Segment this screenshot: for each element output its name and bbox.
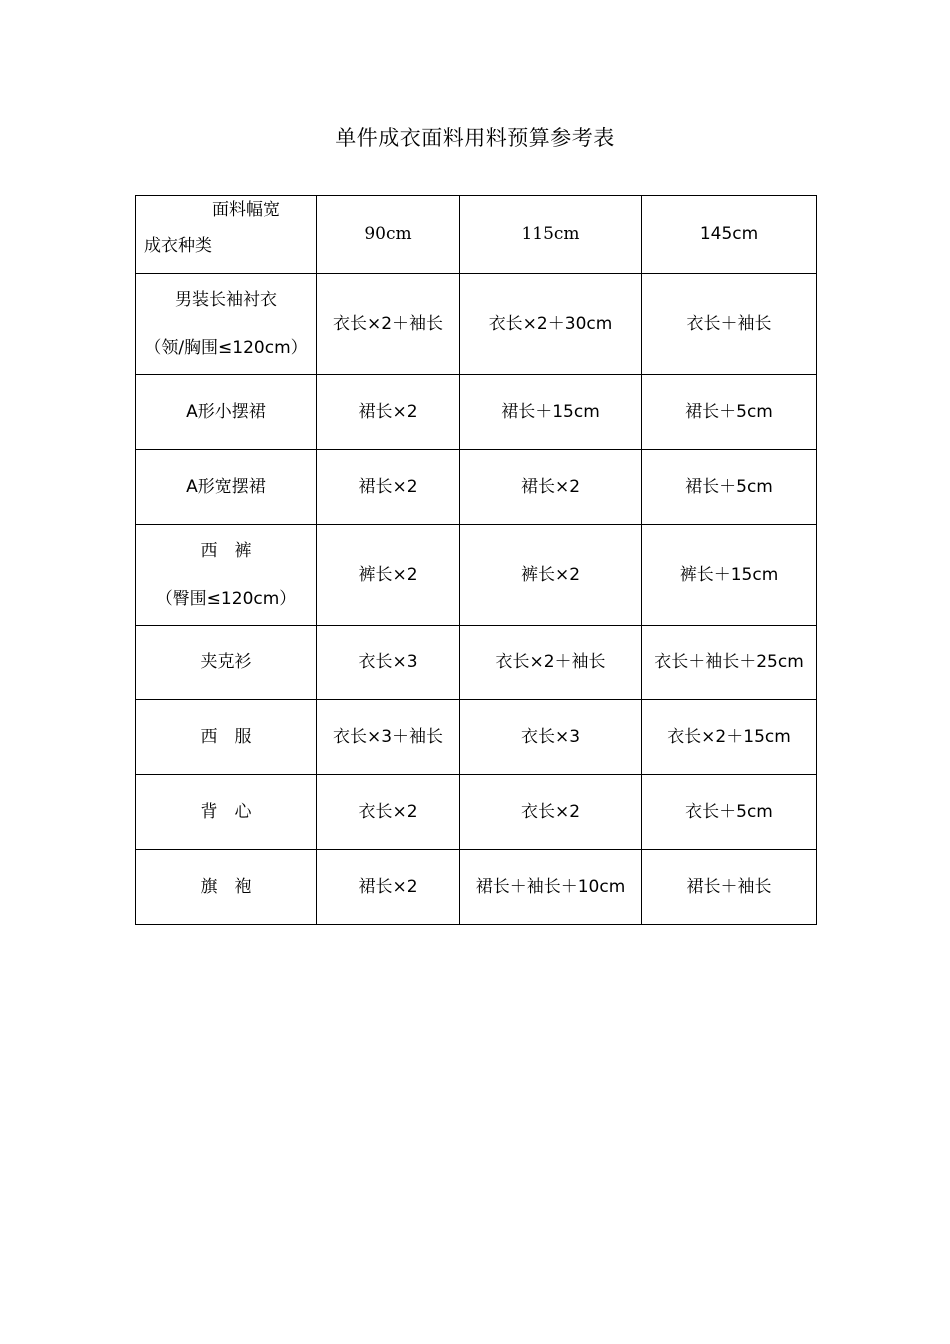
width-header-115: 115cm: [460, 196, 642, 274]
value-cell: 裙长×2: [460, 450, 642, 525]
value-cell: 衣长×2＋15cm: [642, 700, 817, 775]
value-cell: 裙长＋袖长: [642, 850, 817, 925]
garment-cell: 夹克衫: [136, 626, 317, 700]
corner-header-cell: [136, 196, 317, 274]
table-row: [136, 450, 817, 525]
width-header-90: 90cm: [317, 196, 460, 274]
table-row: [136, 626, 817, 700]
width-header-145: 145cm: [642, 196, 817, 274]
value-cell: 衣长×2＋袖长: [460, 626, 642, 700]
value-cell: 衣长＋袖长: [642, 274, 817, 375]
garment-cell: 旗 袍: [136, 850, 317, 925]
garment-cell: A形宽摆裙: [136, 450, 317, 525]
table-row: [136, 375, 817, 450]
garment-cell: [136, 274, 317, 375]
table-row: [136, 775, 817, 850]
garment-cell: [136, 525, 317, 626]
garment-cell: A形小摆裙: [136, 375, 317, 450]
value-cell: 裙长＋袖长＋10cm: [460, 850, 642, 925]
garment-type-label: 成衣种类: [144, 236, 212, 256]
value-cell: 衣长×2＋30cm: [460, 274, 642, 375]
value-cell: 裤长×2: [317, 525, 460, 626]
fabric-width-label: 面料幅宽: [212, 200, 280, 220]
value-cell: 衣长×2: [460, 775, 642, 850]
value-cell: 衣长×3: [317, 626, 460, 700]
garment-note: （臀围≤120cm）: [155, 589, 297, 609]
value-cell: 衣长×3＋袖长: [317, 700, 460, 775]
value-cell: 裙长×2: [317, 375, 460, 450]
value-cell: 裤长＋15cm: [642, 525, 817, 626]
value-cell: 衣长×2＋袖长: [317, 274, 460, 375]
garment-cell: 西 服: [136, 700, 317, 775]
value-cell: 裤长×2: [460, 525, 642, 626]
value-cell: 衣长×2: [317, 775, 460, 850]
table-row: [136, 700, 817, 775]
garment-name: 男装长袖衬衣: [175, 289, 277, 310]
garment-name: 西 裤: [200, 540, 252, 561]
garment-note: （领/胸围≤120cm）: [144, 338, 308, 358]
value-cell: 衣长＋袖长＋25cm: [642, 626, 817, 700]
value-cell: 衣长×3: [460, 700, 642, 775]
garment-cell: 背 心: [136, 775, 317, 850]
table-row: [136, 274, 817, 375]
table-header-row: [136, 196, 817, 274]
value-cell: 衣长＋5cm: [642, 775, 817, 850]
value-cell: 裙长＋5cm: [642, 450, 817, 525]
fabric-budget-table: [135, 195, 817, 925]
value-cell: 裙长＋15cm: [460, 375, 642, 450]
value-cell: 裙长×2: [317, 850, 460, 925]
value-cell: 裙长×2: [317, 450, 460, 525]
value-cell: 裙长＋5cm: [642, 375, 817, 450]
table-row: [136, 850, 817, 925]
table-row: [136, 525, 817, 626]
page-title: 单件成衣面料用料预算参考表: [335, 126, 615, 150]
